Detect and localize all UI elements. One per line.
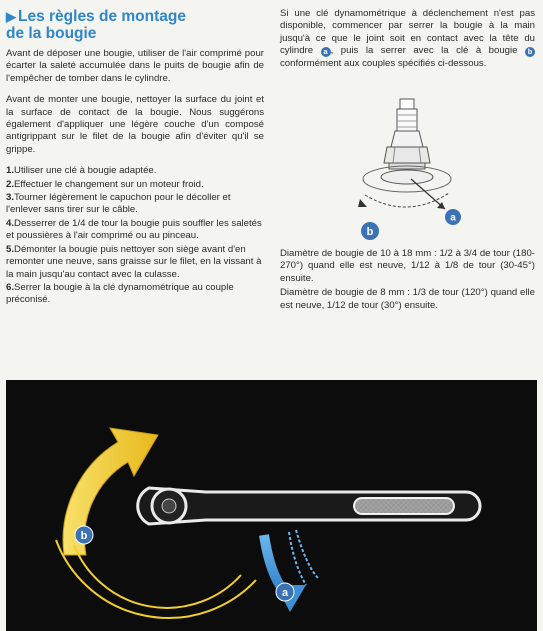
step-item	[6, 179, 264, 191]
step-item	[6, 192, 264, 217]
intro-text-1: Si une clé dynamométrique à déclenchement n'est pas disponible, commencer par serrer la bougie à la main jusqu'à ce que le joint soit en contact avec la tête du cylindre	[280, 8, 535, 57]
torque-spec-8mm: Diamètre de bougie de 8 mm : 1/3 de tour (120°) quand elle est neuve, 1/12 de tour (30°) ensuite.	[280, 287, 535, 311]
step-item	[6, 218, 264, 243]
step-text: Effectuer le changement sur un moteur froid.	[14, 178, 204, 190]
intro-text-3: conformément aux couples spécifiés ci-dessous.	[280, 57, 487, 69]
step-number: 6.	[6, 281, 15, 293]
step-item	[6, 282, 264, 307]
torque-spec-10-18mm: Diamètre de bougie de 10 à 18 mm : 1/2 à 3/4 de tour (180-270°) quand elle est neuve, 1/12 à 1/8 de tour (30-45°) ensuite.	[280, 248, 535, 284]
badge-a-icon: a	[321, 47, 331, 57]
torque-specs	[280, 248, 535, 314]
step-text: Serrer la bougie à la clé dynamométrique au couple préconisé.	[6, 281, 234, 306]
step-text: Démonter la bougie puis nettoyer son siège avant d'en remonter une neuve, sans graisse sur le filet, en la vissant à la main jusqu'au contact avec la culasse.	[6, 243, 262, 280]
spark-plug-diagram	[345, 95, 470, 245]
svg-text:a: a	[281, 587, 289, 599]
photo-label-b	[75, 526, 93, 544]
spark-plug-icon	[358, 99, 451, 209]
title-line-2: de la bougie	[6, 25, 97, 42]
step-number: 5.	[6, 243, 15, 255]
left-column	[6, 8, 264, 308]
step-item	[6, 244, 264, 281]
title-line-1: Les règles de montage	[18, 8, 186, 25]
plug-label-a	[445, 209, 461, 225]
right-column	[280, 8, 535, 79]
step-text: Utiliser une clé à bougie adaptée.	[14, 165, 157, 177]
article-title	[6, 8, 264, 42]
wrench-illustration	[6, 380, 537, 631]
step-text: Desserrer de 1/4 de tour la bougie puis souffler les saletés et poussières à l'air comprimé ou au pinceau.	[6, 217, 262, 242]
intro-text-2: , puis la serrer avec la clé à bougie	[330, 45, 518, 57]
wrench-photo	[6, 380, 537, 631]
step-number: 2.	[6, 178, 15, 190]
paragraph-install: Avant de monter une bougie, nettoyer la surface du joint et la surface de contact de la bougie. Nous suggérons également d'appliquer une légère couche d'un composé antigrippant sur le filet de la bougie afin d'éviter qu'il se grippe.	[6, 94, 264, 155]
blue-arrow-a-icon	[264, 530, 318, 612]
step-number: 4.	[6, 217, 15, 229]
title-triangle-icon: ▶	[6, 9, 16, 24]
plug-label-b	[361, 222, 379, 240]
step-number: 3.	[6, 192, 15, 204]
svg-text:b: b	[80, 530, 88, 542]
step-text: Tourner légèrement le capuchon pour le décoller et l'enlever sans tirer sur le câble.	[6, 192, 231, 216]
step-number: 1.	[6, 165, 15, 177]
paragraph-remove: Avant de déposer une bougie, utiliser de l'air comprimé pour écarter la saleté accumulée dans le puits de bougie afin de l'empêcher de tomber dans le cylindre.	[6, 48, 264, 84]
svg-text:b: b	[366, 226, 374, 238]
steps-list	[6, 165, 264, 306]
photo-label-a	[276, 583, 294, 601]
svg-text:a: a	[450, 212, 456, 224]
paragraph-hand-tighten	[280, 8, 535, 70]
step-item	[6, 165, 264, 177]
badge-b-icon: b	[525, 47, 535, 57]
wrench-icon	[138, 488, 480, 524]
